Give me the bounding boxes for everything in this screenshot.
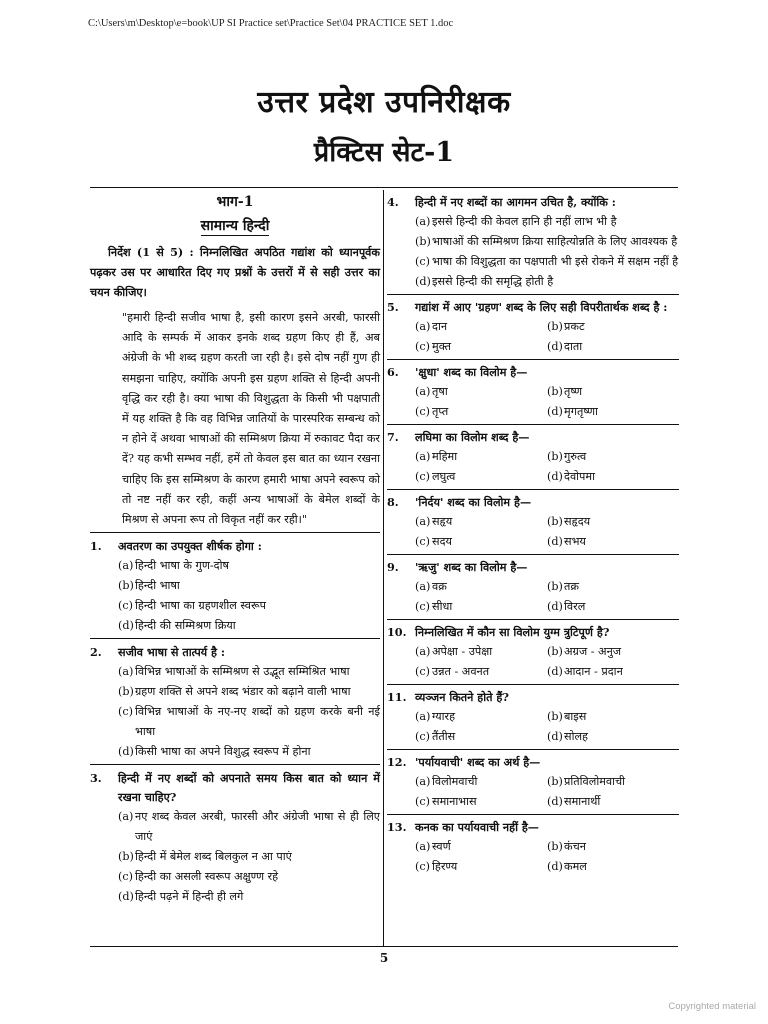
question-separator [387,489,679,490]
option-text: वक्र [432,580,447,593]
option-text: सहृदय [564,515,591,528]
option-label: (c) [118,870,133,884]
option [547,772,679,792]
question-number: 2. [90,645,102,660]
option [547,857,679,877]
option-label: (d) [547,340,563,353]
option [415,707,547,727]
option [90,887,380,907]
question-number: 10. [387,625,407,639]
option-text: विरल [564,600,586,613]
option [415,857,547,877]
option-text: तैंतीस [432,730,456,743]
option [90,847,380,867]
question-stem [387,558,679,577]
question-stem [387,193,679,212]
question-number: 8. [387,495,399,509]
option-text: विभिन्न भाषाओं के नए-नए शब्दों को ग्रहण करके बनी नई भाषा [135,705,380,739]
question-stem [90,769,380,807]
question-text: व्यञ्जन कितने होते हैं? [415,690,509,704]
option-label: (c) [415,665,430,678]
question-number: 7. [387,430,399,444]
option-text: ग्रहण शक्ति से अपने शब्द भंडार को बढ़ाने वाली भाषा [135,685,351,699]
option-label: (b) [547,840,563,853]
option-label: (c) [415,795,430,808]
question-text: अवतरण का उपयुक्त शीर्षक होगा : [118,539,262,554]
option-text: हिन्दी की सम्मिश्रण क्रिया [135,619,236,633]
option-label: (b) [547,645,563,658]
option-text: बाइस [564,710,587,723]
option-text: समानाभास [432,795,477,808]
option-text: ग्यारह [432,710,456,723]
option-label: (d) [547,730,563,743]
option [547,662,679,682]
option-label: (c) [415,535,430,548]
question-number: 13. [387,820,407,834]
option-label: (a) [118,665,134,679]
option [90,742,380,762]
left-column [90,192,380,907]
option [547,597,679,617]
option-label: (c) [415,730,430,743]
option-text: तृप्त [432,405,449,418]
subject-text: सामान्य हिन्दी [200,218,270,234]
option-text: हिन्दी भाषा के गुण-दोष [135,559,229,573]
option-text: इससे हिन्दी की समृद्धि होती है [432,275,554,288]
question-separator [90,638,380,639]
option-label: (b) [547,710,563,723]
option-text: मृगतृष्णा [564,405,598,418]
option [547,532,679,552]
option-text: दाता [564,340,583,353]
option-label: (c) [118,705,133,719]
column-divider [383,190,384,946]
option-label: (d) [547,405,563,418]
question-number: 3. [90,771,102,786]
option-label: (a) [118,559,134,573]
option-row [387,467,679,487]
option-text: हिन्दी पढ़ने में हिन्दी ही लगे [135,890,244,904]
option-text: विभिन्न भाषाओं के सम्मिश्रण से उद्भूत सम्मिश्रित भाषा [135,665,350,679]
option-row [387,317,679,337]
option [90,616,380,636]
question-separator [90,764,380,765]
option-text: इससे हिन्दी की केवल हानि ही नहीं लाभ भी है [432,215,617,228]
question-separator [387,619,679,620]
option-label: (b) [547,515,563,528]
option-row [387,837,679,857]
option [415,447,547,467]
right-questions [387,294,679,877]
option-label: (b) [118,685,134,699]
question-stem [90,537,380,556]
question-stem [387,753,679,772]
option-row [387,707,679,727]
option-label: (a) [415,710,431,723]
option [415,512,547,532]
option [547,792,679,812]
option-text: समानार्थी [564,795,601,808]
question-stem [387,363,679,382]
option-text: अपेक्षा - उपेक्षा [432,645,493,658]
option [547,337,679,357]
option [415,792,547,812]
option-text: सीधा [432,600,453,613]
option-text: कमल [564,860,587,873]
option-row [387,337,679,357]
option-text: महिमा [432,450,458,463]
option [415,337,547,357]
option-text: तृषा [432,385,448,398]
left-questions [90,532,380,907]
option [415,577,547,597]
question-text: 'क्षुधा' शब्द का विलोम है— [415,365,528,379]
option-label: (a) [415,320,431,333]
page-title: उत्तर प्रदेश उपनिरीक्षक [257,85,511,120]
option [90,576,380,596]
option-label: (d) [547,795,563,808]
option-label: (d) [118,619,134,633]
option-row [387,792,679,812]
option [547,447,679,467]
question-number: 11. [387,690,407,704]
option-row [387,382,679,402]
option-text: कंचन [564,840,586,853]
page-subtitle: प्रैक्टिस सेट-1 [313,137,455,168]
right-column [387,192,679,877]
watermark: Copyrighted material [668,1001,756,1012]
option-text: किसी भाषा का अपने विशुद्ध स्वरूप में होना [135,745,311,759]
question-text: गद्यांश में आए 'ग्रहण' शब्द के लिए सही विपरीतार्थक शब्द है : [415,300,668,314]
option [90,596,380,616]
question-separator [387,814,679,815]
option-text: प्रकट [564,320,585,333]
question-separator [387,359,679,360]
option-label: (b) [547,450,563,463]
option-label: (c) [415,470,430,483]
question-stem [90,643,380,662]
option-text: अग्रज - अनुज [564,645,622,658]
option-text: दान [432,320,448,333]
option-row [387,662,679,682]
option [415,532,547,552]
option-text: हिन्दी में बेमेल शब्द बिलकुल न आ पाएं [135,850,292,864]
top-rule [90,187,678,188]
option [547,467,679,487]
option-row [387,642,679,662]
question-number: 6. [387,365,399,379]
option-label: (d) [415,275,431,288]
option-label: (a) [415,775,431,788]
option-text: सभय [564,535,586,548]
option-label: (b) [547,775,563,788]
question-text: 'निर्दय' शब्द का विलोम है— [415,495,532,509]
option [547,382,679,402]
option-row [387,727,679,747]
question-stem [387,688,679,707]
option [90,702,380,742]
question-stem [387,818,679,837]
question-number: 9. [387,560,399,574]
option-label: (d) [118,745,134,759]
question-text: सजीव भाषा से तात्पर्य है : [118,645,226,660]
option [387,212,679,232]
option [415,727,547,747]
question-stem [387,493,679,512]
part-heading: भाग-1 [216,194,254,210]
option-label: (d) [547,600,563,613]
subject-heading [90,216,380,236]
option-label: (b) [547,385,563,398]
option-text: भाषाओं की सम्मिश्रण क्रिया साहित्योन्नति के लिए आवश्यक है [432,235,678,248]
option [415,402,547,422]
option-row [387,577,679,597]
option [547,317,679,337]
option [415,382,547,402]
question-text: लघिमा का विलोम शब्द है— [415,430,530,444]
option-label: (b) [547,580,563,593]
option [387,272,679,292]
option-text: लघुत्व [432,470,456,483]
question-text: कनक का पर्यायवाची नहीं है— [415,820,539,834]
option-row [387,532,679,552]
passage: "हमारी हिन्दी सजीव भाषा है, इसी कारण इसने अरबी, फारसी आदि के सम्पर्क में आकर इनके शब्द ग्रहण किए ही हैं, अब अंग्रेजी के भी शब्द ग्रहण करती जा रही है। इसे दोष नहीं गुण ही समझना चाहिए, क्योंकि अपनी इस ग्रहण शक्ति से हिन्दी अपनी वृद्धि कर रही है। क्या भाषा की विशुद्धता के किसी भी पक्षपाती में यह शक्ति है कि वह विभिन्न जातियों के पारस्परिक सम्बन्ध को न होने दें अथवा भाषाओं की सम्मिश्रण क्रिया में रुकावट पैदा कर दें? यह कभी सम्भव नहीं, हमें तो केवल इस बात का ध्यान रखना चाहिए कि इस सम्मिश्रण के कारण हमारी भाषा अपने स्वरूप को तो नष्ट नहीं कर रही, कहीं अन्य भाषाओं के बेमेल शब्दों के मिश्रण से अपना रूप तो विकृत नहीं कर रही।" [122,311,380,527]
option [90,662,380,682]
option-text: हिन्दी का असली स्वरूप अक्षुण्ण रहे [135,870,279,884]
option-label: (a) [415,215,431,228]
option [415,467,547,487]
question-separator [90,532,380,533]
option [547,512,679,532]
option-label: (c) [415,405,430,418]
option [387,252,679,272]
option [415,662,547,682]
option-row [387,402,679,422]
option [547,577,679,597]
option-label: (a) [415,645,431,658]
question-stem [387,623,679,642]
option [415,837,547,857]
option [547,837,679,857]
question-separator [387,749,679,750]
option-text: तक्र [564,580,579,593]
option [547,642,679,662]
option-text: मुक्त [432,340,452,353]
option-label: (d) [547,470,563,483]
option [415,772,547,792]
option-label: (a) [118,810,134,824]
option-label: (b) [118,850,134,864]
option-label: (a) [415,515,431,528]
option-label: (a) [415,385,431,398]
option-row [387,597,679,617]
option-text: प्रतिविलोमवाची [564,775,626,788]
option [547,727,679,747]
option-text: उन्नत - अवनत [432,665,490,678]
option-text: सहृय [432,515,453,528]
file-path: C:\Users\m\Desktop\e=book\UP SI Practice set\Practice Set\04 PRACTICE SET 1.doc [88,18,454,29]
question-text: 'पर्यायवाची' शब्द का अर्थ है— [415,755,541,769]
question-number: 5. [387,300,399,314]
question-separator [387,554,679,555]
question-text: 'ऋजु' शब्द का विलोम है— [415,560,528,574]
option-row [387,772,679,792]
option-label: (c) [415,860,430,873]
question-text: हिन्दी में नए शब्दों का आगमन उचित है, क्योंकि : [415,195,616,209]
option [90,867,380,887]
option-text: भाषा की विशुद्धता का पक्षपाती भी इसे रोकने में सक्षम नहीं है [432,255,679,268]
option-text: हिरण्य [432,860,458,873]
option-label: (b) [415,235,431,248]
option [387,232,679,252]
question-stem [387,298,679,317]
page-number: 5 [379,951,389,965]
option-label: (d) [547,665,563,678]
question-4 [387,193,679,292]
option-text: सदय [432,535,452,548]
option-text: हिन्दी भाषा [135,579,180,593]
question-stem [387,428,679,447]
option [415,597,547,617]
option-text: सोलह [564,730,588,743]
option [547,707,679,727]
option-label: (a) [415,580,431,593]
option-text: आदान - प्रदान [564,665,623,678]
option [547,402,679,422]
option-text: गुरुत्व [564,450,587,463]
question-separator [387,684,679,685]
option-label: (c) [415,340,430,353]
option-row [387,857,679,877]
instruction: निर्देश (1 से 5) : निम्नलिखित अपठित गद्यांश को ध्यानपूर्वक पढ़कर उस पर आधारित दिए गए प्रश्नों के उत्तरों में से सही उत्तर का चयन कीजिए। [90,245,380,299]
option-text: नए शब्द केवल अरबी, फारसी और अंग्रेजी भाषा से ही लिए जाएं [135,810,380,844]
option-label: (b) [547,320,563,333]
option-text: स्वर्ण [432,840,451,853]
option-text: देवोपमा [564,470,596,483]
question-number: 4. [387,195,399,209]
option [90,682,380,702]
option-label: (d) [547,535,563,548]
option-label: (b) [118,579,134,593]
option-label: (c) [415,255,430,268]
question-text: निम्नलिखित में कौन सा विलोम युग्म त्रुटिपूर्ण है? [415,625,610,639]
option [90,807,380,847]
option [90,556,380,576]
option-label: (d) [118,890,134,904]
option [415,317,547,337]
question-separator [387,424,679,425]
option [415,642,547,662]
option-label: (a) [415,450,431,463]
question-number: 1. [90,539,102,554]
question-separator [387,294,679,295]
question-number: 12. [387,755,407,769]
option-text: हिन्दी भाषा का ग्रहणशील स्वरूप [135,599,267,613]
bottom-rule [90,946,678,947]
option-label: (c) [415,600,430,613]
option-row [387,447,679,467]
option-text: विलोमवाची [432,775,478,788]
option-label: (a) [415,840,431,853]
option-text: तृष्ण [564,385,583,398]
question-text: हिन्दी में नए शब्दों को अपनाते समय किस बात को ध्यान में रखना चाहिए? [118,771,380,805]
option-row [387,512,679,532]
option-label: (d) [547,860,563,873]
option-label: (c) [118,599,133,613]
